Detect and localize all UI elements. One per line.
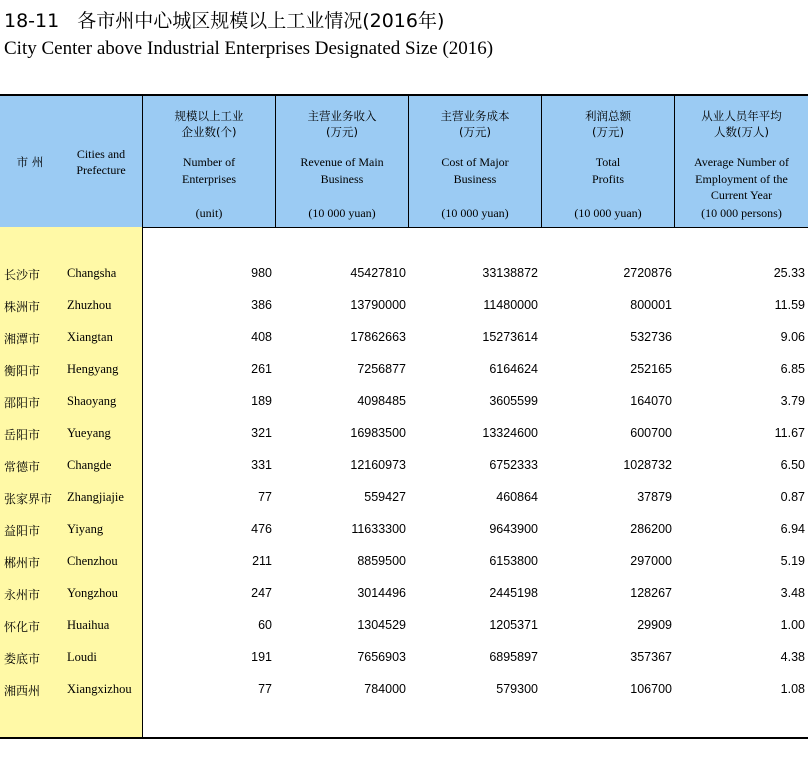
profits-value: 252165 (630, 362, 672, 376)
employment-value: 5.19 (780, 554, 805, 568)
city-name-en: Changde (67, 458, 112, 472)
table-title-en: City Center above Industrial Enterprises Designated Size (2016) (4, 38, 494, 59)
city-name-cn: 张家界市 (4, 492, 53, 506)
cost-value: 1205371 (489, 618, 538, 632)
revenue-value: 8859500 (357, 554, 406, 568)
table-title-cn-text: 各市州中心城区规模以上工业情况(2016年) (77, 10, 445, 32)
profits-value: 297000 (630, 554, 672, 568)
table-header (0, 96, 808, 228)
city-name-cn: 岳阳市 (4, 428, 41, 442)
employment-value: 6.85 (780, 362, 805, 376)
enterprises-value: 331 (251, 458, 272, 472)
employment-value: 9.06 (780, 330, 805, 344)
profits-value: 164070 (630, 394, 672, 408)
profits-value: 29909 (637, 618, 672, 632)
city-name-cn: 衡阳市 (4, 364, 41, 378)
employment-value: 1.08 (780, 682, 805, 696)
revenue-value: 1304529 (357, 618, 406, 632)
city-name-en: Chenzhou (67, 554, 118, 568)
table-row (0, 546, 808, 578)
revenue-value: 16983500 (350, 426, 406, 440)
employment-value: 25.33 (773, 266, 805, 280)
table-number: 18-11 (4, 10, 60, 32)
city-name-cn: 常德市 (4, 460, 41, 474)
city-name-en: Loudi (67, 650, 97, 664)
employment-value: 1.00 (780, 618, 805, 632)
profits-value: 128267 (630, 586, 672, 600)
table-row (0, 354, 808, 386)
profits-value: 2720876 (623, 266, 672, 280)
table-row (0, 482, 808, 514)
city-name-en: Xiangtan (67, 330, 113, 344)
table-row (0, 610, 808, 642)
header-enterprises: 规模以上工业 企业数(个) Number of Enterprises (unit) (174, 109, 244, 220)
city-name-cn: 邵阳市 (4, 396, 41, 410)
employment-value: 3.48 (780, 586, 805, 600)
city-name-en: Hengyang (67, 362, 119, 376)
header-revenue: 主营业务收入 (万元) Revenue of Main Business (10 000 yuan) (300, 109, 384, 220)
cost-value: 460864 (496, 490, 538, 504)
revenue-value: 12160973 (350, 458, 406, 472)
city-name-cn: 怀化市 (4, 620, 41, 634)
revenue-value: 13790000 (350, 298, 406, 312)
revenue-value: 11633300 (351, 522, 406, 536)
header-city-en: Cities and Prefecture (76, 147, 126, 177)
revenue-value: 7256877 (357, 362, 406, 376)
enterprises-value: 247 (251, 586, 272, 600)
cost-value: 3605599 (489, 394, 538, 408)
enterprises-value: 980 (251, 266, 272, 280)
enterprises-value: 386 (251, 298, 272, 312)
enterprises-value: 408 (251, 330, 272, 344)
cost-value: 15273614 (482, 330, 538, 344)
header-divider (142, 96, 143, 227)
header-city-cn: 市 州 (16, 155, 44, 169)
cost-value: 13324600 (482, 426, 538, 440)
profits-value: 1028732 (623, 458, 672, 472)
city-name-cn: 益阳市 (4, 524, 41, 538)
profits-value: 37879 (637, 490, 672, 504)
table-row (0, 642, 808, 674)
employment-value: 6.50 (780, 458, 805, 472)
cost-value: 6153800 (489, 554, 538, 568)
bottom-rule (0, 737, 808, 739)
city-name-cn: 娄底市 (4, 652, 41, 666)
enterprises-value: 77 (258, 682, 272, 696)
cost-value: 33138872 (482, 266, 538, 280)
city-name-en: Zhuzhou (67, 298, 112, 312)
profits-value: 600700 (630, 426, 672, 440)
table-row (0, 418, 808, 450)
profits-value: 286200 (630, 522, 672, 536)
table-title-cn (4, 6, 444, 33)
employment-value: 4.38 (780, 650, 805, 664)
city-name-en: Huaihua (67, 618, 110, 632)
cost-value: 9643900 (489, 522, 538, 536)
table-row (0, 674, 808, 706)
cost-value: 2445198 (489, 586, 538, 600)
table-row (0, 386, 808, 418)
city-name-cn: 永州市 (4, 588, 41, 602)
table-row (0, 290, 808, 322)
table-row (0, 450, 808, 482)
employment-value: 6.94 (780, 522, 805, 536)
revenue-value: 784000 (364, 682, 406, 696)
city-name-en: Changsha (67, 266, 117, 280)
enterprises-value: 77 (258, 490, 272, 504)
header-divider (541, 96, 542, 227)
cost-value: 6895897 (489, 650, 538, 664)
table-row (0, 322, 808, 354)
profits-value: 106700 (630, 682, 672, 696)
employment-value: 11.59 (774, 298, 805, 312)
header-cost: 主营业务成本 (万元) Cost of Major Business (10 000 yuan) (440, 109, 510, 220)
enterprises-value: 189 (251, 394, 272, 408)
cost-value: 6752333 (489, 458, 538, 472)
city-name-en: Yongzhou (67, 586, 118, 600)
cost-value: 6164624 (489, 362, 538, 376)
city-name-en: Yueyang (67, 426, 111, 440)
city-name-cn: 长沙市 (4, 268, 41, 282)
city-name-cn: 湘潭市 (4, 332, 41, 346)
city-name-cn: 郴州市 (4, 556, 41, 570)
city-name-cn: 株洲市 (4, 300, 41, 314)
city-name-en: Yiyang (67, 522, 104, 536)
table-row (0, 578, 808, 610)
employment-value: 11.67 (774, 426, 805, 440)
city-name-en: Zhangjiajie (67, 490, 124, 504)
header-divider (275, 96, 276, 227)
enterprises-value: 261 (251, 362, 272, 376)
cost-value: 579300 (496, 682, 538, 696)
table-row (0, 514, 808, 546)
revenue-value: 7656903 (357, 650, 406, 664)
profits-value: 800001 (630, 298, 672, 312)
enterprises-value: 191 (251, 650, 272, 664)
revenue-value: 4098485 (357, 394, 406, 408)
header-divider (674, 96, 675, 227)
revenue-value: 3014496 (357, 586, 406, 600)
enterprises-value: 211 (252, 554, 272, 568)
profits-value: 532736 (630, 330, 672, 344)
header-employment: 从业人员年平均 人数(万人) Average Number of Employment of the Current Year (10 000 persons) (693, 109, 790, 220)
header-divider (408, 96, 409, 227)
cost-value: 11480000 (483, 298, 538, 312)
revenue-value: 45427810 (350, 266, 406, 280)
revenue-value: 559427 (364, 490, 406, 504)
employment-value: 0.87 (780, 490, 805, 504)
city-name-en: Xiangxizhou (67, 682, 132, 696)
enterprises-value: 60 (258, 618, 272, 632)
enterprises-value: 476 (251, 522, 272, 536)
revenue-value: 17862663 (350, 330, 406, 344)
city-name-en: Shaoyang (67, 394, 117, 408)
profits-value: 357367 (630, 650, 672, 664)
enterprises-value: 321 (251, 426, 272, 440)
header-profits: 利润总额 (万元) Total Profits (10 000 yuan) (574, 109, 642, 220)
table-row (0, 258, 808, 290)
city-name-cn: 湘西州 (4, 684, 41, 698)
employment-value: 3.79 (780, 394, 805, 408)
